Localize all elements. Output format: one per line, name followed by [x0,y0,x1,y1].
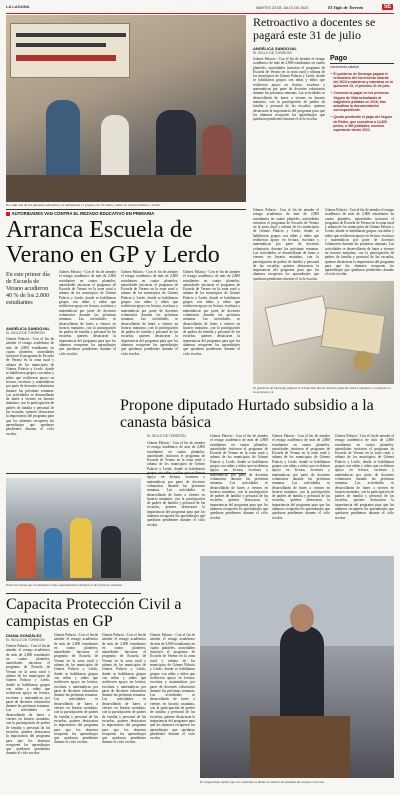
sidebar-item [330,91,394,112]
caption-campers: Entre los temas que se abordan en las capacitaciones destaca el de primeros auxilios. [6,583,123,587]
photo-congress [200,556,394,778]
paper-logo: El Siglo de Torreón [328,4,364,10]
body-bottom-col2: Gómez Palacio.- Con el fin de atender el rezago académico de más de 2,800 estudiantes en cuatro planteles, autoridades iniciaron el programa de Escuela de Verano en la zona rural y urbana de los municipios de Gómez Palacio y Lerdo, donde se habilitaron grupos con niñas y niños que recibieron apoyo en lectura, escritura y matemáticas por parte de docentes voluntarios durante las próximas semanas. Las actividades se desarrollarán de lunes a viernes en horario matutino, con la participación de padres de familia y personal de las escuelas, quienes destacaron la importancia del programa para que los alumnos recuperen los aprendizajes que quedaron pendientes durante el ciclo escolar. [54,633,98,745]
body-bottom-col4: Gómez Palacio.- Con el fin de atender el rezago académico de más de 2,800 estudiantes en cuatro planteles, autoridades iniciaron el programa de Escuela de Verano en la zona rural y urbana de los municipios de Gómez Palacio y Lerdo, donde se habilitaron grupos con niñas y niños que recibieron apoyo en lectura, escritura y matemáticas por parte de docentes voluntarios durante las próximas semanas. Las actividades se desarrollarán de lunes a viernes en horario matutino, con la participación de padres de familia y personal de las escuelas, quienes destacaron la importancia del programa para que los alumnos recuperen los aprendizajes que quedaron pendientes durante el ciclo escolar. [150,633,195,741]
byline-bottom: DIANA GONZÁLEZ [6,633,42,638]
sidebar-pago [330,55,394,132]
photo-banner-text-2 [16,43,106,47]
body-top-col3: Gómez Palacio.- Con el fin de atender el rezago académico de más de 2,800 estudiantes en cuatro planteles, autoridades iniciaron el programa de Escuela de Verano en la zona rural y urbana de los municipios de Gómez Palacio y Lerdo, donde se habilitaron grupos con niñas y niños que recibieron apoyo en lectura, escritura y matemáticas por parte de docentes voluntarios durante las próximas semanas. Las actividades se desarrollarán de lunes a viernes en horario matutino, con la participación de padres de familia y personal de las escuelas, quienes destacaron la importancia del programa para que los alumnos recuperen los aprendizajes que quedaron pendientes durante el ciclo escolar. [325,208,394,277]
body-bottom-col1: Gómez Palacio.- Con el fin de atender el rezago académico de más de 2,800 estudiantes en cuatro planteles, autoridades iniciaron el programa de Escuela de Verano en la zona rural y urbana de los municipios de Gómez Palacio y Lerdo, donde se habilitaron grupos con niñas y niños que recibieron apoyo en lectura, escritura y matemáticas por parte de docentes voluntarios durante las próximas semanas. Las actividades se desarrollarán de lunes a viernes en horario matutino, con la participación de padres de familia y personal de las escuelas, quienes destacaron la importancia del programa para que los alumnos recuperen los aprendizajes que quedaron pendientes durante el ciclo escolar. [6,644,50,756]
byline-main-sub: EL SIGLO DE TORREÓN [6,331,45,335]
photo-podium [250,716,350,778]
headline-retroactivo: Retroactivo a docentes se pagará este 31 de julio [253,15,376,42]
photo-classroom [6,15,246,202]
photo-kid-1 [16,523,36,578]
kicker-text: AUTORIDADES VAN CONTRA EL REZAGO EDUCATIVO EN PRIMARIA [11,211,155,216]
deck-main: En este primer día de Escuela de Verano acudieron 40 % de los 2.800 estudiantes [6,272,50,306]
sidebar-item-text: El gobierno de Durango pagará el retroactivo del incremento salarial del 2024 a maestros y maestras en la quincena 15, el próximo 31 de julio. [333,71,393,89]
body-main-col1: Gómez Palacio.- Con el fin de atender el rezago académico de más de 2,800 estudiantes en cuatro planteles, autoridades iniciaron el programa de Escuela de Verano en la zona rural y urbana de los municipios de Gómez Palacio y Lerdo, donde se habilitaron grupos con niñas y niños que recibieron apoyo en lectura, escritura y matemáticas por parte de docentes voluntarios durante las próximas semanas. Las actividades se desarrollarán de lunes a viernes en horario matutino, con la participación de padres de familia y personal de las escuelas, quienes destacaron la importancia del programa para que los alumnos recuperen los aprendizajes que quedaron pendientes durante el ciclo escolar. [6,337,54,436]
header-date: MARTES 23 DE JULIO DE 2024 [256,5,309,10]
page-header [6,4,394,12]
body-top-col2: Gómez Palacio.- Con el fin de atender el rezago académico de más de 2,800 estudiantes en cuatro planteles, autoridades iniciaron el programa de Escuela de Verano en la zona rural y urbana de los municipios de Gómez Palacio y Lerdo, donde se habilitaron grupos con niñas y niños que recibieron apoyo en lectura, escritura y matemáticas por parte de docentes voluntarios durante las próximas semanas. Las actividades se desarrollarán de lunes a viernes en horario matutino, con la participación de padres de familia y personal de las escuelas, quienes destacaron la importancia del programa para que los alumnos recuperen los aprendizajes que quedaron pendientes durante el ciclo escolar. [253,208,319,281]
photo-banner [10,23,130,78]
body-mid-col3: Gómez Palacio.- Con el fin de atender el rezago académico de más de 2,800 estudiantes en cuatro planteles, autoridades iniciaron el programa de Escuela de Verano en la zona rural y urbana de los municipios de Gómez Palacio y Lerdo, donde se habilitaron grupos con niñas y niños que recibieron apoyo en lectura, escritura y matemáticas por parte de docentes voluntarios durante las próximas semanas. Las actividades se desarrollarán de lunes a viernes en horario matutino, con la participación de padres de familia y personal de las escuelas, quienes destacaron la importancia del programa para que los alumnos recuperen los aprendizajes que quedaron pendientes durante el ciclo escolar. [272,434,330,520]
body-mid-col2: Gómez Palacio.- Con el fin de atender el rezago académico de más de 2,800 estudiantes en cuatro planteles, autoridades iniciaron el programa de Escuela de Verano en la zona rural y urbana de los municipios de Gómez Palacio y Lerdo, donde se habilitaron grupos con niñas y niños que recibieron apoyo en lectura, escritura y matemáticas por parte de docentes voluntarios durante las próximas semanas. Las actividades se desarrollarán de lunes a viernes en horario matutino, con la participación de padres de familia y personal de las escuelas, quienes destacaron la importancia del programa para que los alumnos recuperen los aprendizajes que quedaron pendientes durante el ciclo escolar. [210,434,268,520]
bottom-rule [6,593,141,594]
photo-table [6,175,246,202]
kicker-square-icon [6,212,10,216]
headline-canasta-basica: Propone diputado Hurtado subsidio a la canasta básica [120,397,374,431]
photo-campers [6,478,141,581]
header-rule [6,13,394,14]
photo-kid-4 [101,526,121,578]
photo-kid-2 [44,528,62,578]
photo-paper-2 [321,307,386,355]
sidebar-item [330,72,394,89]
body-mid-col1: Gómez Palacio.- Con el fin de atender el rezago académico de más de 2,800 estudiantes en cuatro planteles, autoridades iniciaron el programa de Escuela de Verano en la zona rural y urbana de los municipios de Gómez Palacio y Lerdo, donde se habilitaron grupos con niñas y niños que recibieron apoyo en lectura, escritura y matemáticas por parte de docentes voluntarios durante las próximas semanas. Las actividades se desarrollarán de lunes a viernes en horario matutino, con la participación de padres de familia y personal de las escuelas, quienes destacaron la importancia del programa para que los alumnos recuperen los aprendizajes que quedaron pendientes durante el ciclo escolar. [147,441,205,527]
kicker-rule [6,209,246,210]
photo-speaker [280,626,324,726]
headline-proteccion-civil: Capacita Protección Civil a campistas en GP [6,596,182,630]
photo-coin [353,351,373,371]
body-mid-col4: Gómez Palacio.- Con el fin de atender el rezago académico de más de 2,800 estudiantes en cuatro planteles, autoridades iniciaron el programa de Escuela de Verano en la zona rural y urbana de los municipios de Gómez Palacio y Lerdo, donde se habilitaron grupos con niñas y niños que recibieron apoyo en lectura, escritura y matemáticas por parte de docentes voluntarios durante las próximas semanas. Las actividades se desarrollarán de lunes a viernes en horario matutino, con la participación de padres de familia y personal de las escuelas, quienes destacaron la importancia del programa para que los alumnos recuperen los aprendizajes que quedaron pendientes durante el ciclo escolar. [335,434,394,520]
photo-speaker-head [290,604,314,632]
photo-banner-text [16,33,126,37]
photo-kid-3 [70,518,92,578]
body-main-col4: Gómez Palacio.- Con el fin de atender el rezago académico de más de 2,800 estudiantes en cuatro planteles, autoridades iniciaron el programa de Escuela de Verano en la zona rural y urbana de los municipios de Gómez Palacio y Lerdo, donde se habilitaron grupos con niñas y niños que recibieron apoyo en lectura, escritura y matemáticas por parte de docentes voluntarios durante las próximas semanas. Las actividades se desarrollarán de lunes a viernes en horario matutino, con la participación de padres de familia y personal de las escuelas, quienes destacaron la importancia del programa para que los alumnos recuperen los aprendizajes que quedaron pendientes durante el ciclo escolar. [183,270,240,356]
headline-escuela-verano: Arranca Escuela de Verano en GP y Lerdo [6,217,220,268]
sidebar-subtitle: Incremento salarial [330,64,359,69]
byline-bottom-sub: EL SIGLO DE TORREÓN [6,638,45,642]
caption-documents: El gobierno de Durango pagará el retroactivo del incremento salarial 2024 a maestros y maestras en la quincena 14. [253,386,391,394]
sidebar-item-text: Comenzó la pagar en los primeros Seguro de Vida actualizado al magisterio jubilado en 2016, tras actualizar la documentación correspondiente. [333,91,389,113]
sidebar-rule [330,63,394,64]
sidebar-item [330,115,394,132]
byline-mid-sub: EL SIGLO DE TORREÓN [147,434,186,438]
byline-top-sub: EL SIGLO DE TORREÓN [253,51,292,55]
caption-congress: El congresista explicó que en Coahuila es dirían el número de familias de escasos recursos. [200,780,325,784]
body-main-col3: Gómez Palacio.- Con el fin de atender el rezago académico de más de 2,800 estudiantes en cuatro planteles, autoridades iniciaron el programa de Escuela de Verano en la zona rural y urbana de los municipios de Gómez Palacio y Lerdo, donde se habilitaron grupos con niñas y niños que recibieron apoyo en lectura, escritura y matemáticas por parte de docentes voluntarios durante las próximas semanas. Las actividades se desarrollarán de lunes a viernes en horario matutino, con la participación de padres de familia y personal de las escuelas, quienes destacaron la importancia del programa para que los alumnos recuperen los aprendizajes que quedaron pendientes durante el ciclo escolar. [121,270,178,356]
body-top-col1: Gómez Palacio.- Con el fin de atender el rezago académico de más de 2,800 estudiantes en cuatro planteles, autoridades iniciaron el programa de Escuela de Verano en la zona rural y urbana de los municipios de Gómez Palacio y Lerdo, donde se habilitaron grupos con niñas y niños que recibieron apoyo en lectura, escritura y matemáticas por parte de docentes voluntarios durante las próximas semanas. Las actividades se desarrollarán de lunes a viernes en horario matutino, con la participación de padres de familia y personal de las escuelas, quienes destacaron la importancia del programa para que los alumnos recuperen los aprendizajes que quedaron pendientes durante el ciclo escolar. [253,57,325,122]
bullet-icon: • [330,70,333,76]
photo-documents [253,281,394,384]
bullet-icon: • [330,114,333,120]
byline-main: ANGÉLICA SANDOVAL [6,326,50,331]
body-main-col2: Gómez Palacio.- Con el fin de atender el rezago académico de más de 2,800 estudiantes en cuatro planteles, autoridades iniciaron el programa de Escuela de Verano en la zona rural y urbana de los municipios de Gómez Palacio y Lerdo, donde se habilitaron grupos con niñas y niños que recibieron apoyo en lectura, escritura y matemáticas por parte de docentes voluntarios durante las próximas semanas. Las actividades se desarrollarán de lunes a viernes en horario matutino, con la participación de padres de familia y personal de las escuelas, quienes destacaron la importancia del programa para que los alumnos recuperen los aprendizajes que quedaron pendientes durante el ciclo escolar. [59,270,116,356]
caption-classroom: En cada una de los planteles educativos se habilitaron 11 grupos con 30 niñas y niños en Gómez Palacio y Lerdo. [6,203,161,207]
sidebar-title: Pago [330,55,348,62]
section-label: LA LAGUNA [6,4,30,9]
page-code: 5E [384,4,392,10]
sidebar-item-text: Quedo pendiente el pago del Seguro de Retiro, que considera a 14,300 pesos, a 460 jubilados, muchos esperando desde 2021. [333,115,393,133]
byline-top: ANGÉLICA SANDOVAL [253,46,297,51]
bullet-icon: • [330,90,333,96]
body-bottom-col3: Gómez Palacio.- Con el fin de atender el rezago académico de más de 2,800 estudiantes en cuatro planteles, autoridades iniciaron el programa de Escuela de Verano en la zona rural y urbana de los municipios de Gómez Palacio y Lerdo, donde se habilitaron grupos con niñas y niños que recibieron apoyo en lectura, escritura y matemáticas por parte de docentes voluntarios durante las próximas semanas. Las actividades se desarrollarán de lunes a viernes en horario matutino, con la participación de padres de familia y personal de las escuelas, quienes destacaron la importancia del programa para que los alumnos recuperen los aprendizajes que quedaron pendientes durante el ciclo escolar. [102,633,146,745]
photo-banner-text-3 [16,55,116,61]
kicker [6,211,246,216]
